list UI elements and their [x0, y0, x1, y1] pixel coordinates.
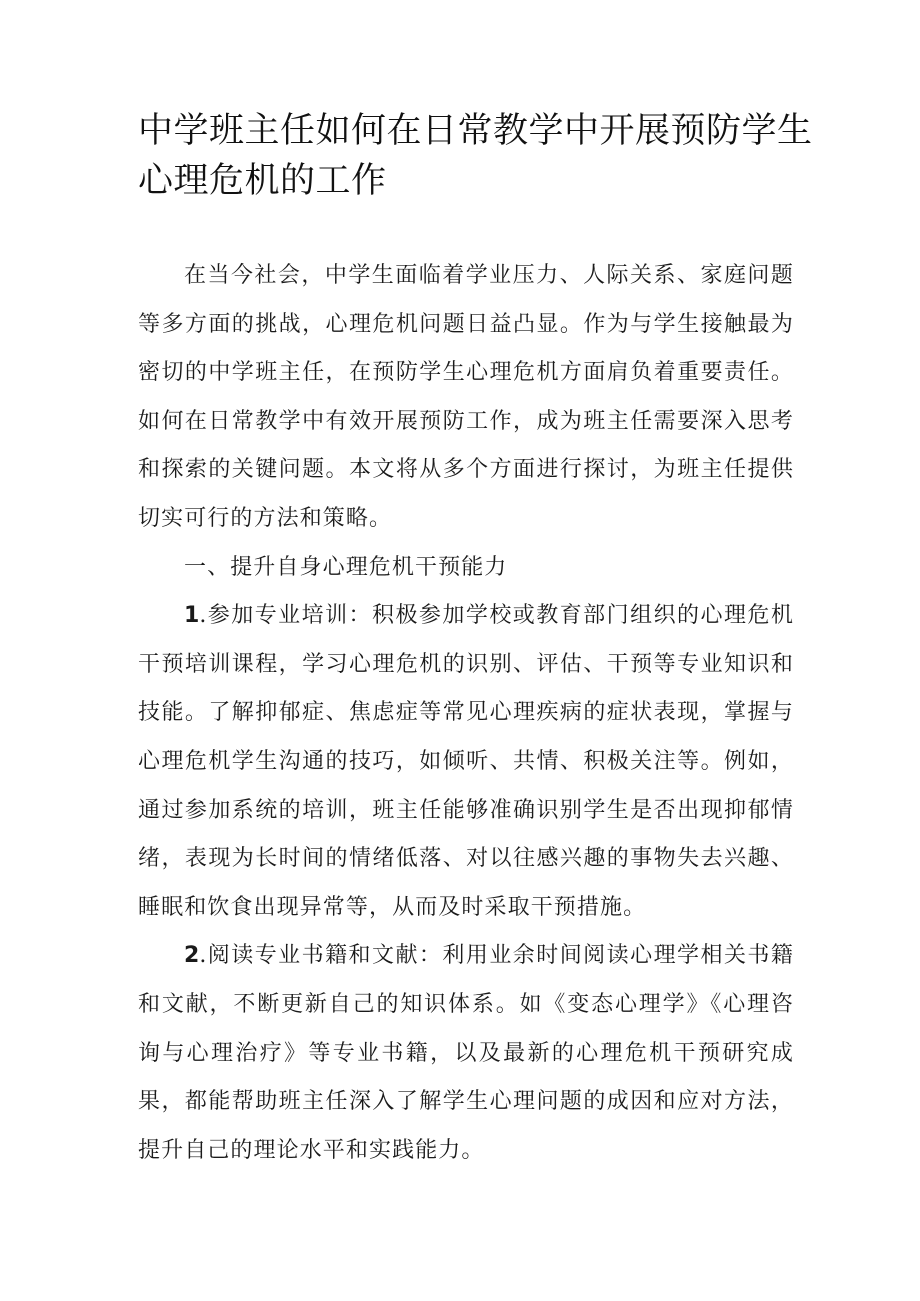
item-1-number: 1 [184, 603, 200, 629]
intro-paragraph: 在当今社会，中学生面临着学业压力、人际关系、家庭问题等多方面的挑战，心理危机问题日益凸显。作为与学生接触最为密切的中学班主任，在预防学生心理危机方面肩负着重要责任。如何在日常教学中有效开展预防工作，成为班主任需要深入思考和探索的关键问题。本文将从多个方面进行探讨，为班主任提供切实可行的方法和策略。 [138, 263, 794, 531]
item-2-paragraph [138, 932, 794, 1175]
item-2-number: 2 [184, 943, 200, 969]
document-body [138, 252, 794, 1175]
item-1-text: .参加专业培训：积极参加学校或教育部门组织的心理危机干预培训课程，学习心理危机的识别、评估、干预等专业知识和技能。了解抑郁症、焦虑症等常见心理疾病的症状表现，掌握与心理危机学生沟通的技巧，如倾听、共情、积极关注等。例如，通过参加系统的培训，班主任能够准确识别学生是否出现抑郁情绪，表现为长时间的情绪低落、对以往感兴趣的事物失去兴趣、睡眠和饮食出现异常等，从而及时采取干预措施。 [138, 603, 794, 920]
item-1-paragraph [138, 592, 794, 932]
section-heading: 一、提升自身心理危机干预能力 [184, 554, 508, 580]
item-2-text: .阅读专业书籍和文献：利用业余时间阅读心理学相关书籍和文献，不断更新自己的知识体系。如《变态心理学》《心理咨询与心理治疗》等专业书籍，以及最新的心理危机干预研究成果，都能帮助班主任深入了解学生心理问题的成因和应对方法，提升自己的理论水平和实践能力。 [138, 943, 794, 1163]
document-title: 中学班主任如何在日常教学中开展预防学生心理危机的工作 [138, 111, 813, 201]
